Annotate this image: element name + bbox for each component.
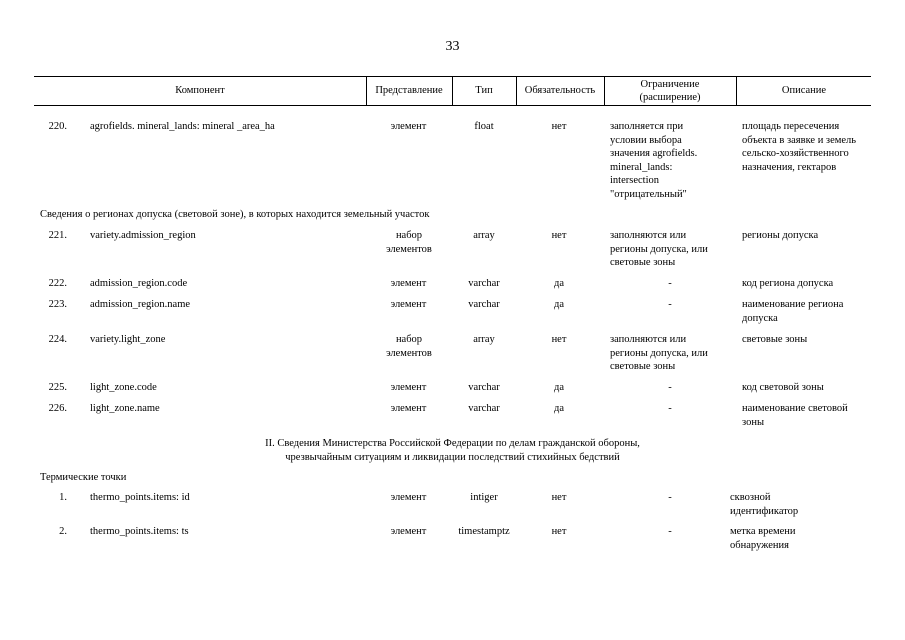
- row-number: 222.: [48, 278, 67, 289]
- row-number: 221.: [48, 230, 67, 241]
- row-obligation: нет: [551, 526, 567, 537]
- row-type: varchar: [468, 403, 500, 414]
- row-type: varchar: [468, 278, 500, 289]
- row-type: varchar: [468, 299, 500, 310]
- row-obligation: да: [553, 403, 564, 414]
- row-type: varchar: [468, 382, 500, 393]
- row-number: 226.: [48, 403, 67, 414]
- row-limit: -: [668, 382, 672, 393]
- row-limit: -: [668, 278, 672, 289]
- row-component: thermo_points.items: ts: [90, 526, 189, 537]
- row-type: intiger: [470, 492, 498, 503]
- row-component: variety.admission_region: [90, 230, 196, 241]
- row-representation: элемент: [390, 492, 427, 503]
- row-description: наименование световой зоны: [742, 403, 848, 428]
- page-number: 33: [445, 39, 460, 54]
- row-obligation: нет: [551, 230, 567, 241]
- row-type: float: [474, 121, 494, 132]
- row-description: регионы допуска: [742, 230, 819, 241]
- header-type: Тип: [475, 85, 493, 97]
- row-limit: -: [668, 492, 672, 503]
- row-obligation: да: [553, 382, 564, 393]
- row-type: array: [473, 334, 495, 345]
- row-component: light_zone.code: [90, 382, 157, 393]
- header-representation: Представление: [375, 85, 443, 97]
- row-component: thermo_points.items: id: [90, 492, 190, 503]
- row-number: 225.: [48, 382, 67, 393]
- row-description: световые зоны: [742, 334, 808, 345]
- row-representation: элемент: [390, 121, 427, 132]
- row-description: сквозной идентификатор: [730, 492, 799, 517]
- row-number: 223.: [48, 299, 67, 310]
- row-obligation: да: [553, 278, 564, 289]
- row-obligation: нет: [551, 121, 567, 132]
- row-description: метка времени обнаружения: [730, 526, 796, 551]
- section-admission-heading: Сведения о регионах допуска (световой зоне), в которых находится земельный участок: [40, 209, 430, 220]
- row-limit: заполняется при условии выбора значения agrofields. mineral_lands: intersection "отрицательный": [610, 121, 698, 200]
- row-representation: элемент: [390, 299, 427, 310]
- row-type: array: [473, 230, 495, 241]
- row-description: площадь пересечения объекта в заявке и земель сельско-хозяйственного назначения, гектаров: [742, 121, 857, 173]
- row-limit: -: [668, 403, 672, 414]
- row-component: agrofields. mineral_lands: mineral _area_ha: [90, 121, 275, 132]
- row-description: наименование региона допуска: [742, 299, 844, 324]
- header-component: Компонент: [175, 85, 225, 97]
- section-thermo-heading: Термические точки: [40, 472, 127, 483]
- row-limit: заполняются или регионы допуска, или световые зоны: [610, 334, 708, 372]
- row-component: variety.light_zone: [90, 334, 166, 345]
- row-type: timestamptz: [458, 526, 510, 537]
- table-header: [34, 76, 871, 106]
- section-ministry-heading-line1: II. Сведения Министерства Российской Федерации по делам гражданской обороны,: [265, 438, 640, 449]
- row-representation: элемент: [390, 526, 427, 537]
- row-obligation: да: [553, 299, 564, 310]
- row-obligation: нет: [551, 334, 567, 345]
- row-representation: набор элементов: [386, 230, 432, 255]
- row-number: 2.: [59, 526, 67, 537]
- row-representation: элемент: [390, 403, 427, 414]
- row-representation: набор элементов: [386, 334, 432, 359]
- row-component: light_zone.name: [90, 403, 160, 414]
- row-component: admission_region.code: [90, 278, 188, 289]
- row-limit: -: [668, 299, 672, 310]
- section-ministry-heading-line2: чрезвычайным ситуациям и ликвидации последствий стихийных бедствий: [285, 452, 620, 463]
- row-number: 220.: [48, 121, 67, 132]
- row-description: код региона допуска: [742, 278, 834, 289]
- row-number: 1.: [59, 492, 67, 503]
- row-obligation: нет: [551, 492, 567, 503]
- header-description: Описание: [781, 85, 827, 97]
- row-limit: -: [668, 526, 672, 537]
- row-limit: заполняются или регионы допуска, или световые зоны: [610, 230, 708, 268]
- row-representation: элемент: [390, 278, 427, 289]
- row-description: код световой зоны: [742, 382, 824, 393]
- header-limit: Ограничение (расширение): [639, 78, 701, 103]
- header-obligation: Обязательность: [524, 85, 596, 97]
- row-number: 224.: [48, 334, 67, 345]
- row-component: admission_region.name: [90, 299, 191, 310]
- row-representation: элемент: [390, 382, 427, 393]
